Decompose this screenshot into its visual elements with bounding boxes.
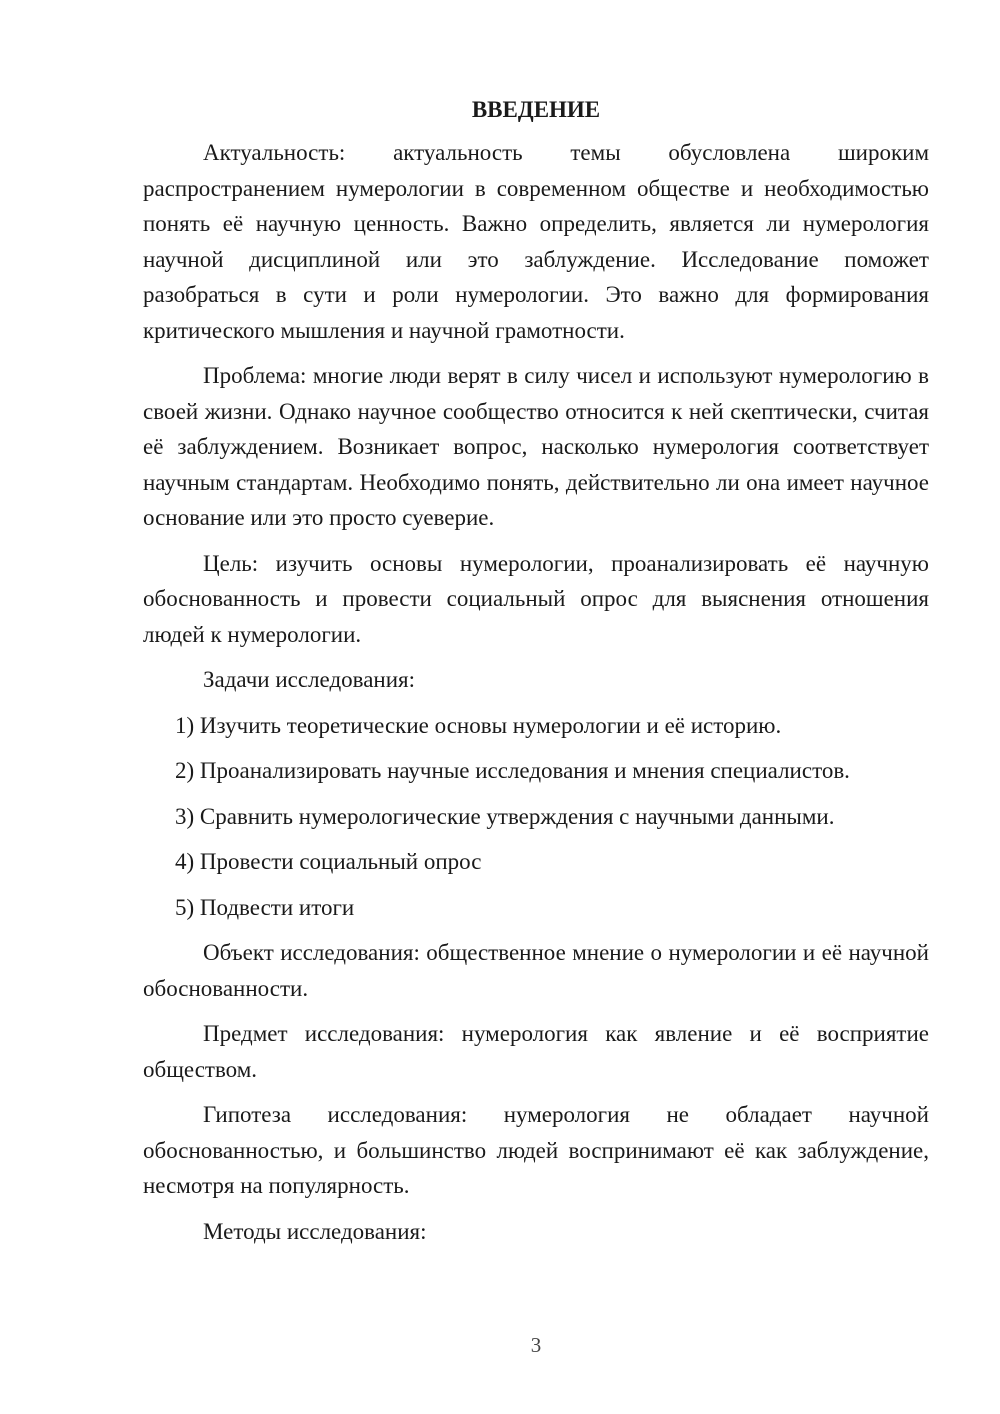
document-page bbox=[143, 92, 929, 1259]
hypothesis-paragraph: Гипотеза исследования: нумерология не обладает научной обоснованностью, и большинство людей воспринимают её как заблуждение, несмотря на популярность. bbox=[143, 1102, 929, 1198]
relevance-paragraph: Актуальность: актуальность темы обусловлена широким распространением нумерологии в современном обществе и необходимостью понять её научную ценность. Важно определить, является ли нумерология научной дисциплиной или это заблуждение. Исследование поможет разобраться в сути и роли нумерологии. Это важно для формирования критического мышления и научной грамотности. bbox=[143, 140, 929, 343]
problem-paragraph: Проблема: многие люди верят в силу чисел и используют нумерологию в своей жизни. Однако научное сообщество относится к ней скептически, считая её заблуждением. Возникает вопрос, насколько нумерология соответствует научным стандартам. Необходимо понять, действительно ли она имеет научное основание или это просто суеверие. bbox=[143, 363, 929, 530]
methods-heading: Методы исследования: bbox=[203, 1218, 427, 1244]
goal-paragraph: Цель: изучить основы нумерологии, проанализировать её научную обоснованность и провести социальный опрос для выяснения отношения людей к нумерологии. bbox=[143, 550, 929, 647]
list-item: 4) Провести социальный опрос bbox=[175, 849, 482, 874]
list-item: 1) Изучить теоретические основы нумерологии и её историю. bbox=[175, 712, 782, 738]
list-item: 2) Проанализировать научные исследования и мнения специалистов. bbox=[175, 758, 850, 783]
list-item: 5) Подвести итоги bbox=[175, 894, 355, 920]
page-number: 3 bbox=[530, 1333, 542, 1357]
tasks-list bbox=[143, 708, 929, 926]
subject-paragraph: Предмет исследования: нумерология как явление и её восприятие обществом. bbox=[143, 1021, 929, 1082]
list-item: 3) Сравнить нумерологические утверждения с научными данными. bbox=[175, 803, 835, 829]
page-title: ВВЕДЕНИЕ bbox=[471, 97, 601, 122]
tasks-heading: Задачи исследования: bbox=[203, 667, 416, 692]
object-paragraph: Объект исследования: общественное мнение о нумерологии и её научной обоснованности. bbox=[143, 940, 929, 1001]
